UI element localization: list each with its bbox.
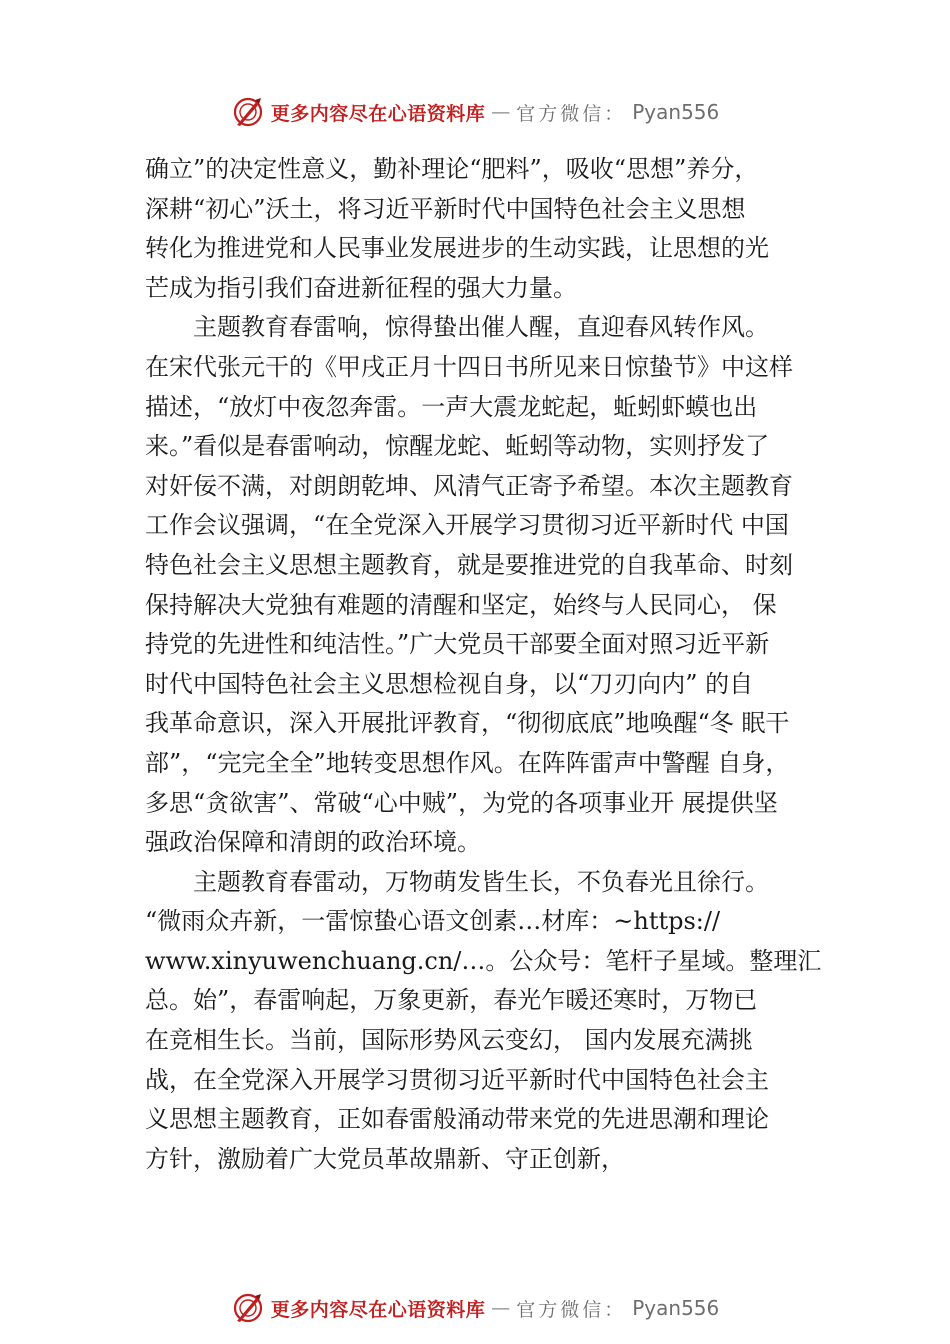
document-body [145, 150, 835, 1179]
text-line: 强政治保障和清朗的政治环境。 [145, 828, 481, 857]
separator-dash: — [491, 1297, 511, 1319]
text-line: “微雨众卉新，一雷惊蛰心语文创素…材库：~https:// [145, 907, 721, 936]
text-line: 特色社会主义思想主题教育，就是要推进党的自我革命、时刻 [145, 550, 793, 579]
text-line: 在宋代张元干的《甲戌正月十四日书所见来日惊蛰节》中这样 [145, 352, 793, 381]
wechat-label: 官方微信： [516, 1298, 627, 1321]
text-line: 部”，“完完全全”地转变思想作风。在阵阵雷声中警醒 自身， [145, 748, 790, 777]
text-line: 描述，“放灯中夜忽奔雷。一声大震龙蛇起，蚯蚓虾蟆也出 [145, 392, 758, 421]
text-line: 时代中国特色社会主义思想检视自身，以“刀刃向内” 的自 [145, 669, 754, 698]
text-line: 转化为推进党和人民事业发展进步的生动实践，让思想的光 [145, 234, 769, 263]
text-line: 持党的先进性和纯洁性。”广大党员干部要全面对照习近平新 [145, 630, 770, 659]
text-line: 我革命意识，深入开展批评教育，“彻彻底底”地唤醒“冬 眠干 [145, 709, 790, 738]
text-line: 保持解决大党独有难题的清醒和坚定，始终与人民同心， 保 [145, 590, 777, 619]
text-line: 对奸佞不满，对朗朗乾坤、风清气正寄予希望。本次主题教育 [145, 471, 793, 500]
wechat-id: Pyan556 [632, 1296, 720, 1320]
footer-watermark-banner [0, 1288, 950, 1328]
paragraph-start-line: 主题教育春雷动，万物萌发皆生长，不负春光且徐行。 [193, 867, 769, 896]
quill-logo-icon [231, 1291, 265, 1325]
text-line: 方针，激励着广大党员革故鼎新、守正创新， [145, 1144, 625, 1173]
quill-logo-icon [231, 95, 265, 129]
text-line: 来。”看似是春雷响动，惊醒龙蛇、蚯蚓等动物，实则抒发了 [145, 432, 770, 461]
text-line: 多思“贪欲害”、常破“心中贼”，为党的各项事业开 展提供坚 [145, 788, 778, 817]
wechat-id: Pyan556 [632, 100, 720, 124]
text-line: 战，在全党深入开展学习贯彻习近平新时代中国特色社会主 [145, 1065, 769, 1094]
text-line: www.xinyuwenchuang.cn/…。公众号：笔杆子星域。整理汇 [145, 946, 822, 975]
text-line: 总。始”，春雷响起，万象更新，春光乍暖还寒时，万物已 [145, 986, 758, 1015]
text-line: 工作会议强调，“在全党深入开展学习贯彻习近平新时代 中国 [145, 511, 789, 540]
text-line: 确立”的决定性意义，勤补理论“肥料”，吸收“思想”养分， [145, 155, 759, 183]
header-watermark-banner [0, 92, 950, 132]
wechat-label: 官方微信： [516, 102, 627, 125]
brand-name: 更多内容尽在心语资料库 [270, 102, 486, 125]
text-line: 在竞相生长。当前，国际形势风云变幻， 国内发展充满挑 [145, 1026, 753, 1055]
text-line: 义思想主题教育，正如春雷般涌动带来党的先进思潮和理论 [145, 1105, 769, 1134]
text-line: 深耕“初心”沃土，将习近平新时代中国特色社会主义思想 [145, 194, 746, 223]
paragraph-start-line: 主题教育春雷响，惊得蛰出催人醒，直迎春风转作风。 [193, 313, 769, 342]
separator-dash: — [491, 101, 511, 123]
text-line: 芒成为指引我们奋进新征程的强大力量。 [145, 273, 577, 302]
brand-name: 更多内容尽在心语资料库 [270, 1298, 486, 1321]
